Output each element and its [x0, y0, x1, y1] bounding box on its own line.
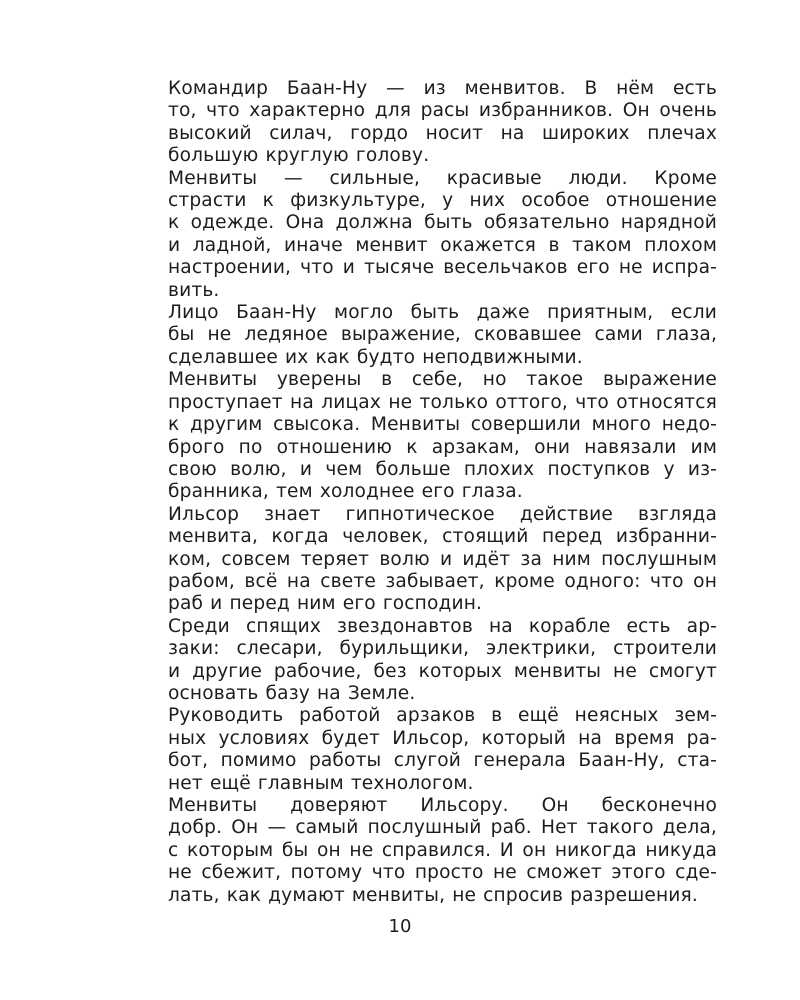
text-line: раб и перед ним его господин.: [168, 593, 483, 615]
paragraph: [128, 302, 717, 369]
text-line: страсти к физкультуре, у них особое отношение: [168, 190, 717, 212]
text-line: настроении, что и тысяче весельчаков его не испра-: [168, 257, 717, 279]
paragraph: [128, 795, 717, 907]
text-line: Среди спящих звездонавтов на корабле есть ар-: [168, 615, 717, 637]
text-line: вить.: [168, 279, 220, 301]
text-line: бранника, тем холоднее его глаза.: [168, 481, 523, 503]
text-line: то, что характерно для расы избранников. Он очень: [168, 100, 717, 122]
text-line: и ладной, иначе менвит окажется в таком плохом: [168, 234, 717, 256]
paragraph: [128, 616, 717, 706]
paragraph: [128, 78, 717, 168]
text-line: добр. Он — самый послушный раб. Нет такого дела,: [168, 817, 717, 839]
text-line: лать, как думают менвиты, не спросив разрешения.: [168, 884, 698, 906]
text-line: ных условиях будет Ильсор, который на время ра-: [168, 727, 717, 749]
text-line: брого по отношению к арзакам, они навязали им: [168, 436, 717, 458]
text-line: к другим свысока. Менвиты совершили много недо-: [168, 414, 717, 436]
page-number: 10: [388, 916, 412, 937]
text-line: Руководить работой арзаков в ещё неясных зем-: [168, 705, 717, 727]
text-line: заки: слесари, бурильщики, электрики, строители: [168, 638, 717, 660]
text-line: проступает на лицах не только оттого, что относятся: [168, 391, 717, 413]
text-line: ком, совсем теряет волю и идёт за ним послушным: [168, 548, 717, 570]
text-line: Ильсор знает гипнотическое действие взгляда: [168, 503, 717, 525]
text-line: Менвиты уверены в себе, но такое выражение: [168, 369, 717, 391]
text-line: к одежде. Она должна быть обязательно нарядной: [168, 212, 717, 234]
paragraph: [128, 369, 717, 503]
paragraph: [128, 705, 717, 795]
text-line: большую круглую голову.: [168, 145, 430, 167]
page-body: [128, 78, 717, 907]
text-line: свою волю, и чем больше плохих поступков у из-: [168, 458, 717, 480]
text-line: Менвиты — сильные, красивые люди. Кроме: [168, 167, 717, 189]
text-line: основать базу на Земле.: [168, 682, 416, 704]
text-line: бы не ледяное выражение, сковавшее сами глаза,: [168, 324, 717, 346]
text-line: Менвиты доверяют Ильсору. Он бесконечно: [168, 795, 717, 816]
paragraph: [128, 168, 717, 302]
text-line: сделавшее их как будто неподвижными.: [168, 346, 583, 368]
text-line: бот, помимо работы слугой генерала Баан-Ну, ста-: [168, 750, 717, 772]
paragraph: [128, 504, 717, 616]
text-line: и другие рабочие, без которых менвиты не смогут: [168, 660, 717, 682]
text-line: Командир Баан-Ну — из менвитов. В нём есть: [168, 78, 717, 99]
text-line: высокий силач, гордо носит на широких плечах: [168, 122, 717, 144]
text-line: с которым бы он не справился. И он никогда никуда: [168, 839, 717, 861]
text-line: менвита, когда человек, стоящий перед избранни-: [168, 526, 717, 548]
text-line: Лицо Баан-Ну могло быть даже приятным, если: [168, 302, 717, 324]
text-line: рабом, всё на свете забывает, кроме одного: что он: [168, 570, 717, 592]
text-line: нет ещё главным технологом.: [168, 772, 474, 794]
text-line: не сбежит, потому что просто не сможет этого сде-: [168, 862, 717, 884]
